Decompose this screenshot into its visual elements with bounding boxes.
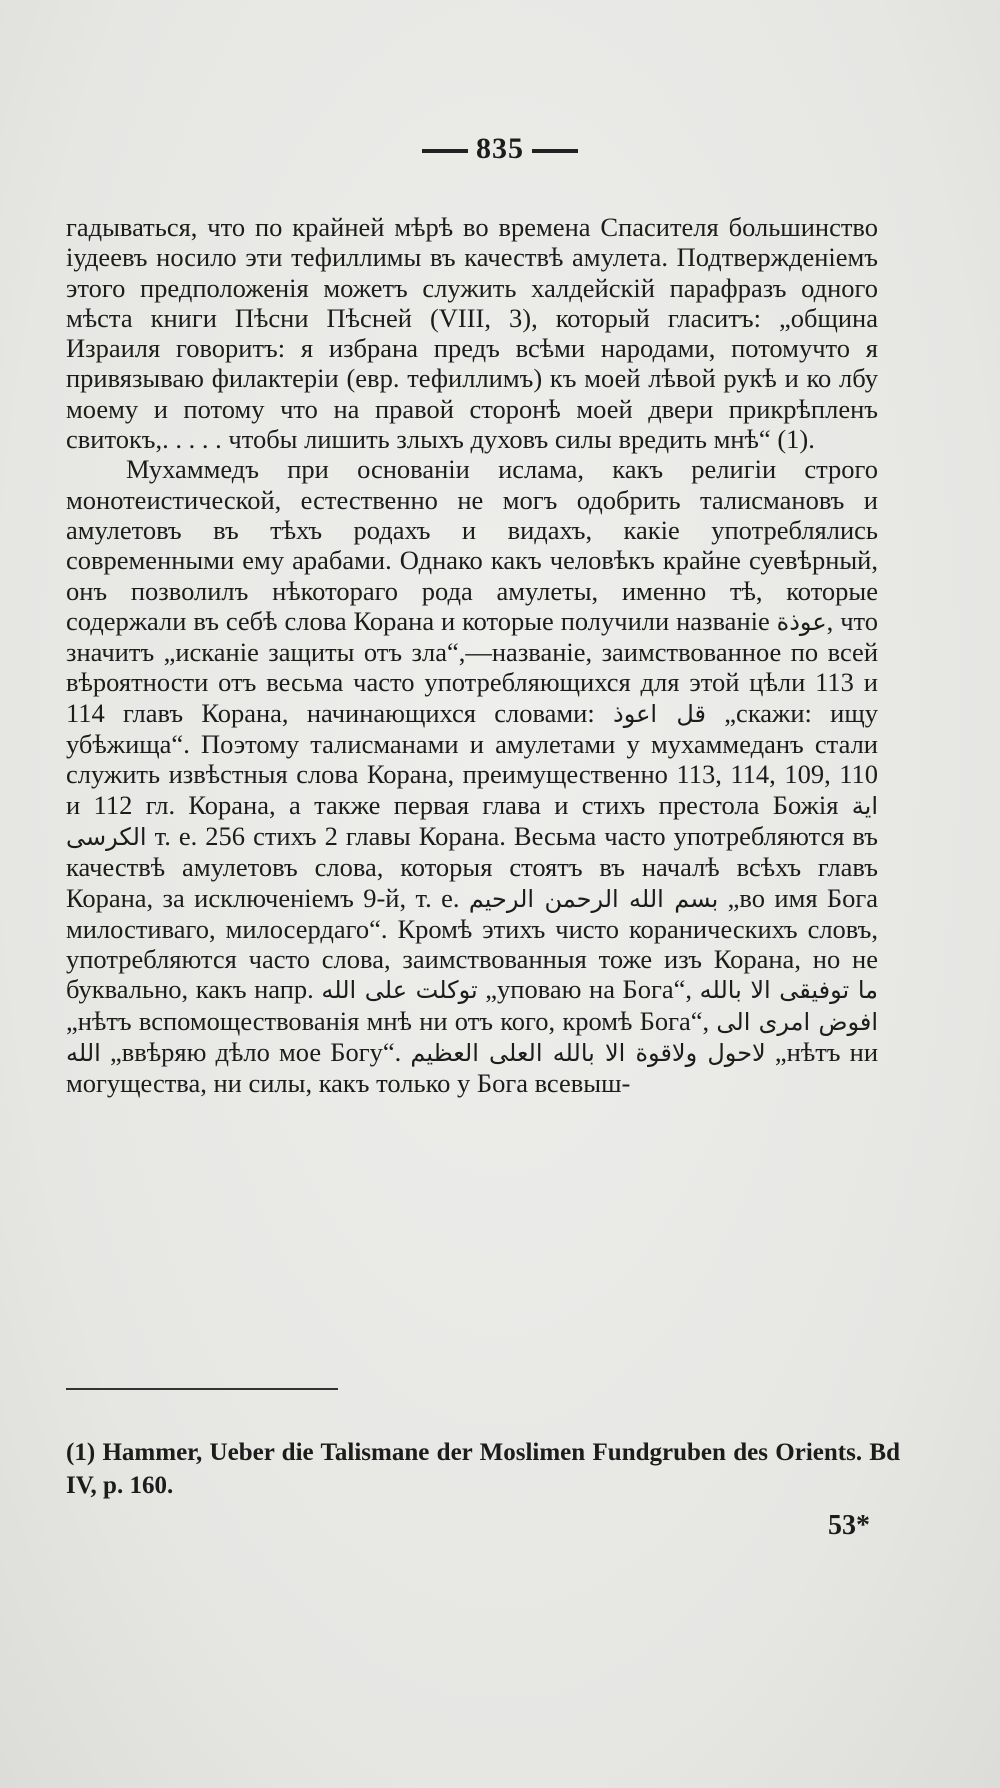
page-number: 835	[476, 132, 524, 165]
footnote: (1) Hammer, Ueber die Talismane der Moslimen Fundgruben des Orients. Bd IV, p. 160.	[66, 1439, 900, 1499]
paragraph-2-segment-6: „уповаю на Бога“,	[485, 974, 693, 1005]
paragraph-1-text: гадываться, что по крайней мѣрѣ во времена Спасителя большинство іудеевъ носило эти тефиллимы въ качествѣ амулета. Подтвержденіемъ этого предположенія можетъ служить халдейскій парафразъ одного мѣста книги Пѣсни Пѣсней (VIII, 3), который гласитъ: „община Израиля говоритъ: я избрана предъ всѣми народами, потомучто я привязываю филактеріи (евр. тефиллимъ) къ моей лѣвой рукѣ и ко лбу моему и потому что на правой сторонѣ моей двери прикрѣпленъ свитокъ,. . . . . чтобы лишить злыхъ духовъ силы вредить мнѣ“	[66, 212, 878, 455]
arabic-phrase-4: بسم الله الرحمن الرحيم	[468, 884, 719, 913]
footnote-divider	[66, 1388, 338, 1390]
paragraph-2-segment-7: „нѣтъ вспомоществованія мнѣ ни отъ кого, кромѣ Бога“,	[66, 1005, 710, 1036]
paragraph-2-segment-3: „скажи: ищу убѣжища“. Поэтому талисманами и амулетами у мухаммеданъ стали служить извѣстныя слова Корана, преимущественно 113, 114, 109, 110 и 112 гл. Корана, а также первая глава и стихъ престола Божія	[66, 697, 879, 820]
paragraph-2-segment-9: „нѣтъ ни могущества, ни силы, какъ только у Бога всевыш-	[66, 1037, 879, 1099]
arabic-phrase-8: لاحول ولاقوة الا بالله العلى العظيم	[410, 1039, 766, 1068]
arabic-phrase-1: عوذة	[776, 607, 827, 636]
paragraph-2-segment-8: „ввѣряю дѣло мое Богу“.	[109, 1037, 402, 1068]
arabic-phrase-2: قل اعوذ	[613, 699, 707, 728]
paragraph-2-segment-5: „во имя Бога милостиваго, милосердаго“. Кромѣ этихъ чисто кораническихъ словъ, употребляются часто слова, заимствованныя тоже изъ Корана, но не буквально, какъ напр.	[66, 882, 878, 1005]
paragraph-2	[66, 454, 878, 1098]
signature-mark: 53*	[828, 1510, 870, 1541]
paragraph-2-segment-4: т. е. 256 стихъ 2 главы Корана. Весьма часто употребляются въ качествѣ амулетовъ слова, которыя стоятъ въ началѣ всѣхъ главъ Корана, за исключеніемъ 9-й, т. е.	[66, 820, 878, 913]
header-dash-left	[422, 149, 468, 153]
header-dash-right	[532, 149, 578, 153]
footnote-reference: (1).	[777, 424, 815, 455]
arabic-phrase-7: افوض امرى الى الله	[66, 1007, 879, 1068]
page-header	[0, 132, 1000, 166]
arabic-phrase-6: ما توفيقى الا بالله	[699, 976, 878, 1005]
paragraph-2-segment-2: , что значитъ „исканіе защиты отъ зла“,—названіе, заимствованное по всей вѣроятности отъ весьма часто употребляющихся для этой цѣли 113 и 114 главъ Корана, начинающихся словами:	[66, 605, 878, 728]
paragraph-1	[66, 212, 878, 454]
arabic-phrase-3: اية الكرسى	[66, 791, 879, 851]
body-text	[66, 212, 878, 1099]
arabic-phrase-5: توكلت على الله	[321, 976, 478, 1005]
paragraph-2-segment-1: Мухаммедъ при основаніи ислама, какъ религіи строго монотеистической, естественно не могъ одобрить талисмановъ и амулетовъ въ тѣхъ родахъ и видахъ, какіе употреблялись современными ему арабами. Однако какъ человѣкъ крайне суевѣрный, онъ позволилъ нѣкотораго рода амулеты, именно тѣ, которые содержали въ себѣ слова Корана и которые получили названіе	[66, 454, 878, 636]
